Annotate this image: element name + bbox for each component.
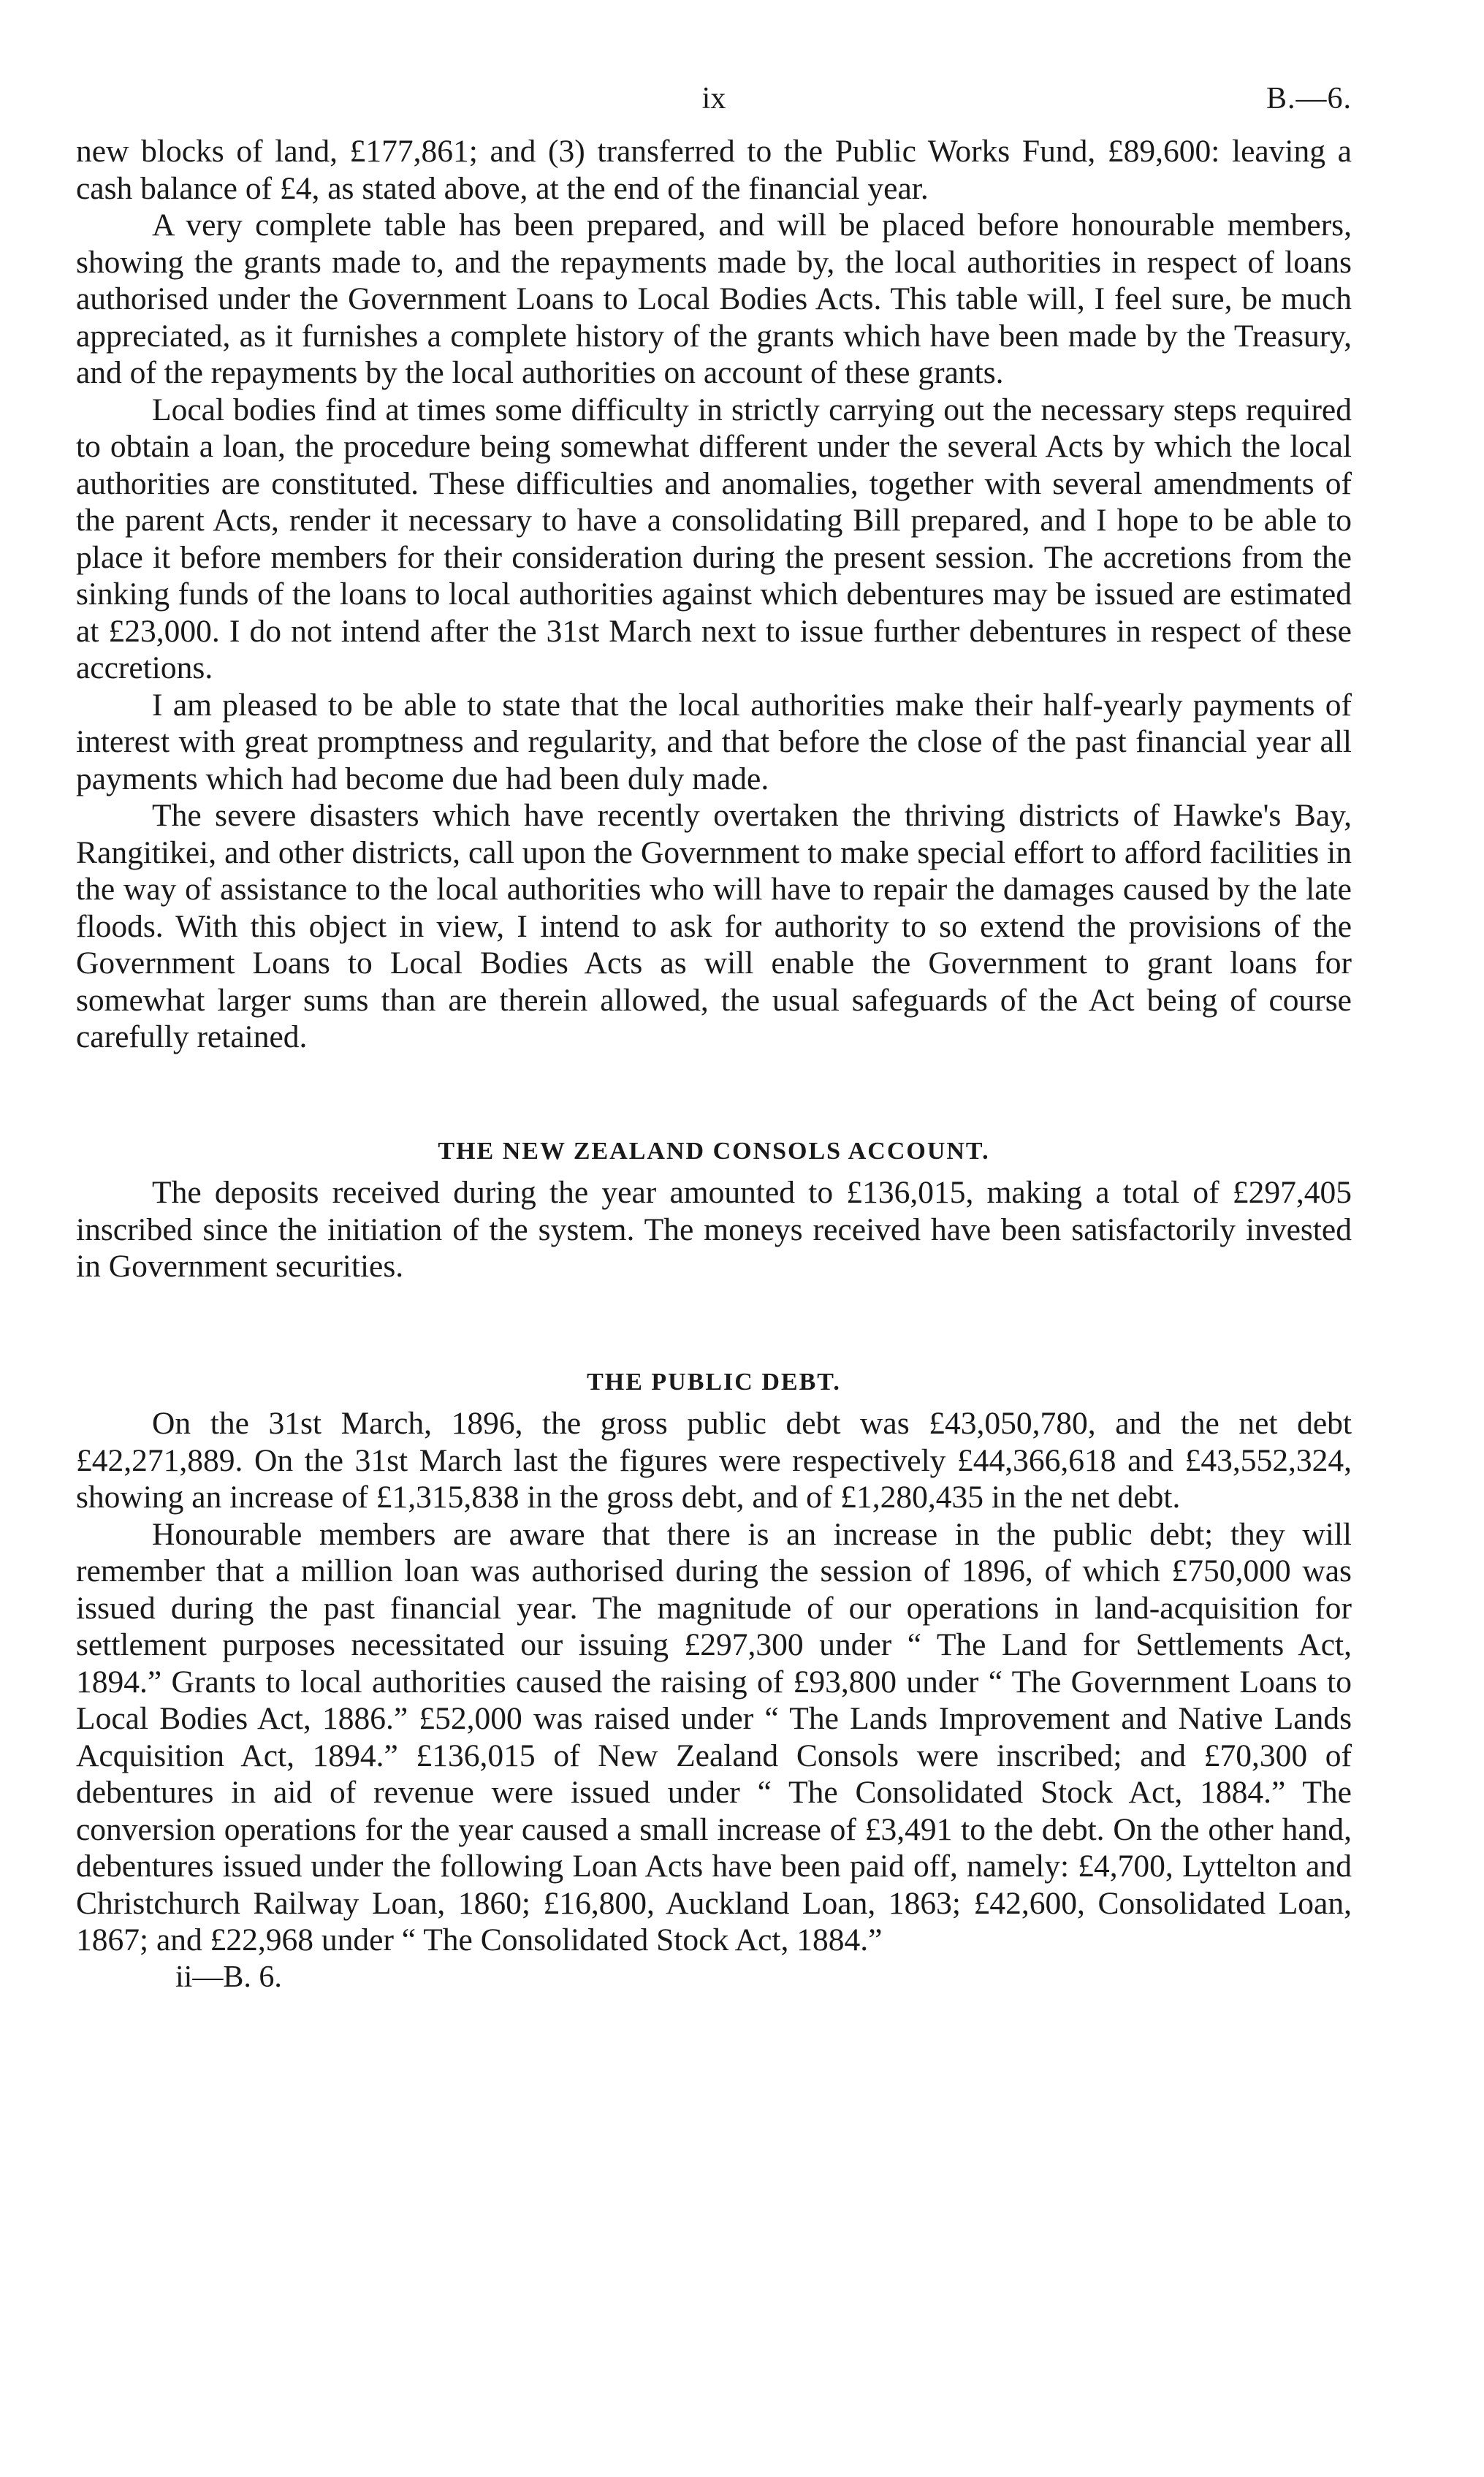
paragraph-interest-payments: I am pleased to be able to state that the local authorities make their half-yearly payments of interest with great promptness and regularity, and that before the close of the past financial year all payments which had become due had been duly made. <box>76 687 1352 796</box>
paragraph-loans-table: A very complete table has been prepared, and will be placed before honourable members, showing the grants made to, and the repayments made by, the local authorities in respect of loans authorised under the Government Loans to Local Bodies Acts. This table will, I feel sure, be much appreciated, as it furnishes a complete history of the grants which have been made by the Treasury, and of the repayments by the local authorities on account of these grants. <box>76 208 1352 390</box>
paragraph-consols: The deposits received during the year amounted to £136,015, making a total of £297,405 inscribed since the initiation of the system. The moneys received have been satisfactorily invested in Government securities. <box>76 1175 1352 1284</box>
signature-mark: ii—B. 6. <box>175 1960 282 1994</box>
paragraph-disasters: The severe disasters which have recently overtaken the thriving districts of Hawke's Bay, Rangitikei, and other districts, call upon the Government to make special effort to afford facilities in the way of assistance to the local authorities who will have to repair the damages caused by the late floods. With this object in view, I intend to ask for authority to so extend the provisions of the Government Loans to Local Bodies Acts as will enable the Government to grant loans for somewhat larger sums than are therein allowed, the usual safeguards of the Act being of course carefully retained. <box>76 798 1352 1054</box>
paragraph-continuation: new blocks of land, £177,861; and (3) transferred to the Public Works Fund, £89,600: leaving a cash balance of £4, as stated above, at the end of the financial year. <box>76 134 1352 206</box>
page-number: ix <box>701 82 726 115</box>
paragraph-local-bodies: Local bodies find at times some difficulty in strictly carrying out the necessary steps required to obtain a loan, the procedure being somewhat different under the several Acts by which the local authorities are constituted. These difficulties and anomalies, together with several amendments of the parent Acts, render it necessary to have a consolidating Bill prepared, and I hope to be able to place it before members for their consideration during the present session. The accretions from the sinking funds of the loans to local authorities against which debentures may be issued are estimated at £23,000. I do not intend after the 31st March next to issue further debentures in respect of these accretions. <box>76 392 1352 685</box>
paragraph-debt-increase: Honourable members are aware that there is an increase in the public debt; they will remember that a million loan was authorised during the session of 1896, of which £750,000 was issued during the past financial year. The magnitude of our operations in land-acquisition for settlement purposes necessitated our issuing £297,300 under “ The Land for Settlements Act, 1894.” Grants to local authorities caused the raising of £93,800 under “ The Government Loans to Local Bodies Act, 1886.” £52,000 was raised under “ The Lands Improvement and Native Lands Acquisition Act, 1894.” £136,015 of New Zealand Consols were inscribed; and £70,300 of debentures in aid of revenue were issued under “ The Consolidated Stock Act, 1884.” The conversion operations for the year caused a small increase of £3,491 to the debt. On the other hand, debentures issued under the following Loan Acts have been paid off, namely: £4,700, Lyttelton and Christchurch Railway Loan, 1860; £16,800, Auckland Loan, 1863; £42,600, Consolidated Loan, 1867; and £22,968 under “ The Consolidated Stock Act, 1884.” <box>76 1516 1352 1957</box>
document-page <box>76 80 1352 2419</box>
running-header <box>76 80 1352 123</box>
section-heading-consols: THE NEW ZEALAND CONSOLS ACCOUNT. <box>438 1137 990 1165</box>
document-reference: B.—6. <box>1266 82 1352 115</box>
paragraph-debt-figures: On the 31st March, 1896, the gross public debt was £43,050,780, and the net debt £42,271,889. On the 31st March last the figures were respectively £44,366,618 and £43,552,324, showing an increase of £1,315,838 in the gross debt, and of £1,280,435 in the net debt. <box>76 1406 1352 1515</box>
section-heading-public-debt: THE PUBLIC DEBT. <box>587 1368 841 1396</box>
